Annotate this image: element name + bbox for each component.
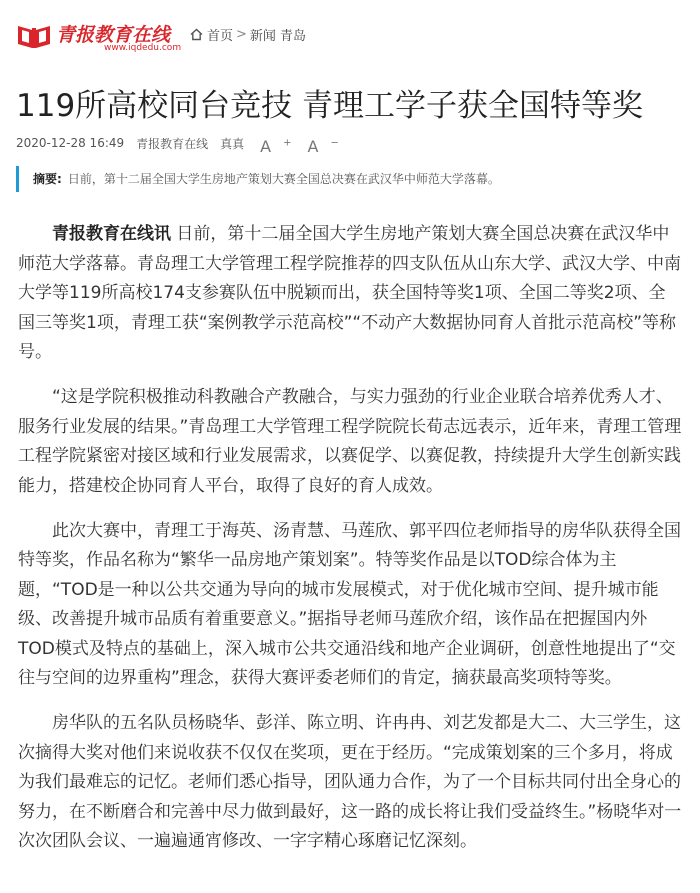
breadcrumb-separator: >	[236, 27, 247, 42]
font-increase-button[interactable]	[260, 137, 291, 156]
article-paragraph-3: 此次大赛中，青理工于海英、汤青慧、马莲欣、郭平四位老师指导的房华队获得全国特等奖，作品名称为“繁华一品房地产策划案”。特等奖作品是以TOD综合体为主题，“TOD是一种以公共交通为导向的城市发展模式，对于优化城市空间、提升城市能级、改善提升城市品质有着重要意义。”据指导老师马莲欣介绍，该作品在把握国内外TOD模式及特点的基础上，深入城市公共交通沿线和地产企业调研，创意性地提出了“交往与空间的边界重构”理念，获得大赛评委老师们的肯定，摘获最高奖项特等奖。	[18, 520, 681, 688]
summary-label: 摘要:	[33, 172, 62, 186]
article-paragraph-4: 房华队的五名队员杨晓华、彭洋、陈立明、许冉冉、刘艺发都是大二、大三学生，这次摘得大奖对他们来说收获不仅仅在奖项，更在于经历。“完成策划案的三个多月，将成为我们最难忘的记忆。老师们悉心指导，团队通力合作，为了一个目标共同付出全身心的努力，在不断磨合和完善中尽力做到最好，这一路的成长将让我们受益终生。”杨晓华对一次次团队会议、一遍遍通宵修改、一字字精心琢磨记忆深刻。	[18, 713, 682, 851]
article-paragraph-2: “这是学院积极推动科教融合产教融合，与实力强劲的行业企业联合培养优秀人才、服务行业发展的结果。”青岛理工大学管理工程学院院长荀志远表示，近年来，青理工管理工程学院紧密对接区域和行业发展需求，以赛促学、以赛促教，持续提升大学生创新实践能力，搭建校企协同育人平台，取得了良好的育人成效。	[18, 387, 682, 496]
article-body	[18, 220, 682, 872]
font-decrease-label: A	[307, 136, 319, 156]
site-header	[0, 0, 700, 66]
article-meta	[16, 133, 351, 156]
lead-source: 青报教育在线讯	[52, 224, 171, 244]
minus-icon: −	[330, 137, 339, 149]
logo-url-text: www.iqdedu.com	[104, 43, 182, 53]
article-title: 119所高校同台竞技 青理工学子获全国特等奖	[16, 88, 644, 124]
article-author: 真真	[220, 136, 245, 151]
article-summary	[16, 166, 500, 192]
logo-brand-text: 青报教育在线	[56, 24, 171, 46]
summary-text: 日前，第十二届全国大学生房地产策划大赛全国总决赛在武汉华中师范大学落幕。	[67, 172, 500, 186]
breadcrumb-qingdao[interactable]: 青岛	[279, 29, 306, 44]
paragraph-1-text: 日前，第十二届全国大学生房地产策划大赛全国总决赛在武汉华中师范大学落幕。青岛理工大学管理工程学院推荐的四支队伍从山东大学、武汉大学、中南大学等119所高校174支参赛队伍中脱颖而出，获全国特等奖1项、全国二等奖2项、全国三等奖1项，青理工获“案例教学示范高校”“不动产大数据协同育人首批示范高校”等称号。	[18, 224, 681, 362]
breadcrumb	[190, 25, 306, 44]
font-decrease-button[interactable]	[308, 137, 339, 156]
article-paragraph-1	[18, 220, 682, 368]
site-logo[interactable]	[16, 18, 182, 54]
home-icon	[190, 28, 203, 41]
breadcrumb-home[interactable]: 首页	[207, 29, 234, 44]
publish-date: 2020-12-28 16:49	[16, 136, 125, 150]
plus-icon: +	[283, 137, 292, 149]
open-book-icon	[16, 22, 52, 50]
font-increase-label: A	[260, 136, 272, 156]
article-source: 青报教育在线	[136, 136, 209, 151]
breadcrumb-news[interactable]: 新闻	[249, 29, 276, 44]
